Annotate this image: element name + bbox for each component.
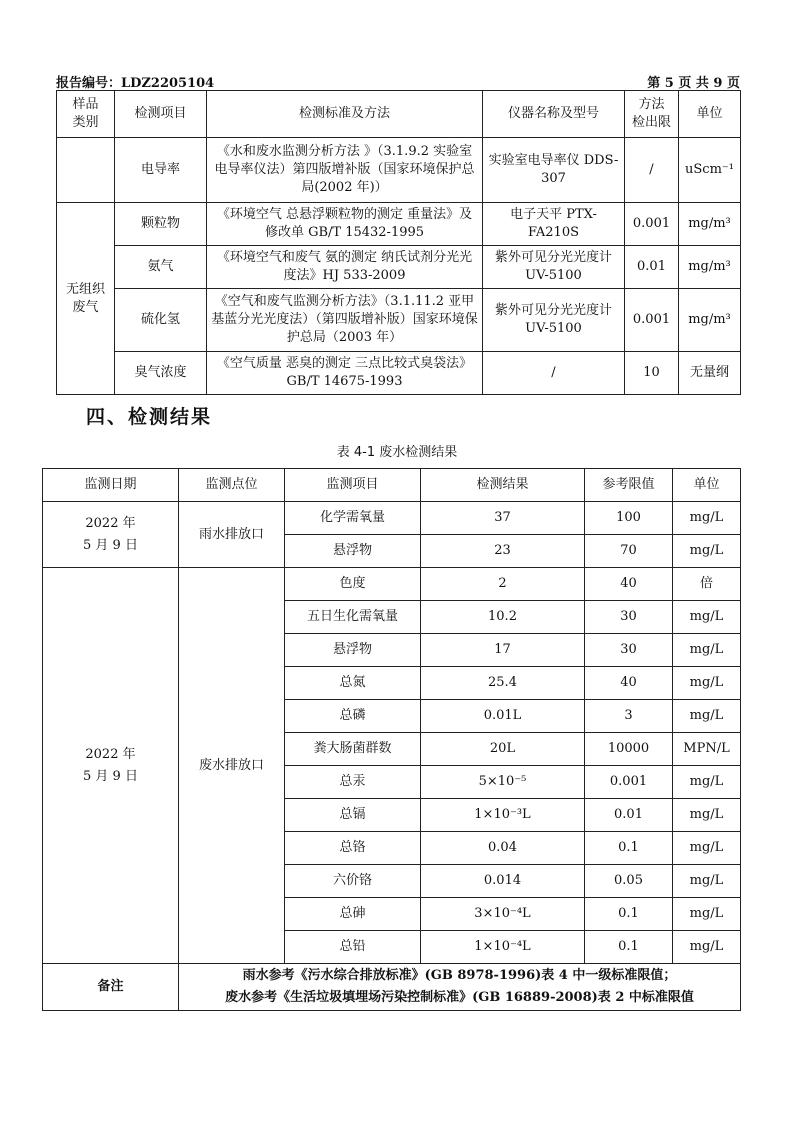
item-cell: 总氮 [285,667,421,700]
unit-cell: mg/L [673,832,741,865]
point-cell: 雨水排放口 [179,502,285,568]
section-title: 四、检测结果 [86,406,213,428]
unit-cell: 倍 [673,568,741,601]
limit-cell: 40 [585,667,673,700]
unit-cell: mg/m³ [679,203,741,246]
unit-cell: mg/L [673,898,741,931]
item-cell: 硫化氢 [115,289,207,352]
table-row [43,502,741,535]
result-cell: 3×10⁻⁴L [421,898,585,931]
result-cell: 2 [421,568,585,601]
limit-cell: 30 [585,601,673,634]
unit-cell: uScm⁻¹ [679,138,741,203]
item-cell: 颗粒物 [115,203,207,246]
item-cell: 总汞 [285,766,421,799]
limit-cell: / [625,138,679,203]
result-cell: 25.4 [421,667,585,700]
limit-cell: 0.1 [585,898,673,931]
item-cell: 臭气浓度 [115,352,207,395]
unit-cell: mg/m³ [679,246,741,289]
limit-cell: 10 [625,352,679,395]
result-cell: 1×10⁻⁴L [421,931,585,964]
unit-cell: mg/L [673,535,741,568]
unit-cell: 无量纲 [679,352,741,395]
limit-cell: 0.01 [585,799,673,832]
item-cell: 色度 [285,568,421,601]
method-cell: 《空气和废气监测分析方法》（3.1.11.2 亚甲基蓝分光光度法）（第四版增补版）国家环境保护总局（2003 年） [207,289,483,352]
methods-header-row [57,91,741,138]
note-text [179,964,741,1011]
unit-cell: mg/L [673,502,741,535]
header-item: 检测项目 [115,91,207,138]
method-cell: 《空气质量 恶臭的测定 三点比较式臭袋法》GB/T 14675-1993 [207,352,483,395]
method-cell: 《环境空气 总悬浮颗粒物的测定 重量法》及修改单 GB/T 15432-1995 [207,203,483,246]
result-cell: 0.014 [421,865,585,898]
report-number: 报告编号：LDZ2205104 [56,76,215,91]
result-cell: 20L [421,733,585,766]
limit-cell: 100 [585,502,673,535]
item-cell: 化学需氧量 [285,502,421,535]
limit-cell: 0.05 [585,865,673,898]
methods-row [57,352,741,395]
unit-cell: mg/L [673,667,741,700]
result-cell: 1×10⁻³L [421,799,585,832]
item-cell: 总铅 [285,931,421,964]
limit-cell: 0.01 [625,246,679,289]
item-cell: 总砷 [285,898,421,931]
methods-row [57,289,741,352]
header-unit: 单位 [673,469,741,502]
unit-cell: MPN/L [673,733,741,766]
header-method: 检测标准及方法 [207,91,483,138]
item-cell: 六价铬 [285,865,421,898]
limit-cell: 0.001 [625,203,679,246]
category-cell: 无组织 废气 [57,203,115,395]
header-date: 监测日期 [43,469,179,502]
limit-cell: 10000 [585,733,673,766]
results-table [42,468,741,1011]
methods-table [56,90,741,395]
result-cell: 17 [421,634,585,667]
unit-cell: mg/L [673,931,741,964]
unit-cell: mg/L [673,799,741,832]
unit-cell: mg/L [673,601,741,634]
header-category: 样品 类别 [57,91,115,138]
table-caption: 表 4-1 废水检测结果 [336,445,458,460]
instrument-cell: 紫外可见分光光度计 UV-5100 [483,289,625,352]
item-cell: 悬浮物 [285,535,421,568]
report-header [56,70,740,90]
result-cell: 23 [421,535,585,568]
result-cell: 5×10⁻⁵ [421,766,585,799]
category-cell [57,138,115,203]
item-cell: 五日生化需氧量 [285,601,421,634]
limit-cell: 70 [585,535,673,568]
instrument-cell: 紫外可见分光光度计 UV-5100 [483,246,625,289]
page-number: 第 5 页 共 9 页 [647,76,740,91]
header-unit: 单位 [679,91,741,138]
note-row [43,964,741,1011]
method-cell: 《水和废水监测分析方法 》（3.1.9.2 实验室电导率仪法）第四版增补版（国家环境保护总局(2002 年)） [207,138,483,203]
instrument-cell: / [483,352,625,395]
unit-cell: mg/L [673,865,741,898]
unit-cell: mg/m³ [679,289,741,352]
methods-row [57,138,741,203]
header-instrument: 仪器名称及型号 [483,91,625,138]
methods-row [57,246,741,289]
item-cell: 悬浮物 [285,634,421,667]
result-cell: 0.01L [421,700,585,733]
unit-cell: mg/L [673,634,741,667]
note-line: 雨水参考《污水综合排放标准》(GB 8978-1996)表 4 中一级标准限值； [242,968,677,983]
item-cell: 粪大肠菌群数 [285,733,421,766]
item-cell: 总镉 [285,799,421,832]
point-cell: 废水排放口 [179,568,285,964]
limit-cell: 0.001 [585,766,673,799]
header-result: 检测结果 [421,469,585,502]
limit-cell: 0.1 [585,832,673,865]
method-cell: 《环境空气和废气 氨的测定 纳氏试剂分光光度法》HJ 533-2009 [207,246,483,289]
limit-cell: 30 [585,634,673,667]
item-cell: 电导率 [115,138,207,203]
limit-cell: 0.1 [585,931,673,964]
date-cell: 2022 年 5 月 9 日 [43,502,179,568]
methods-row [57,203,741,246]
unit-cell: mg/L [673,700,741,733]
header-limit: 参考限值 [585,469,673,502]
unit-cell: mg/L [673,766,741,799]
result-cell: 0.04 [421,832,585,865]
instrument-cell: 实验室电导率仪 DDS-307 [483,138,625,203]
result-cell: 10.2 [421,601,585,634]
item-cell: 氨气 [115,246,207,289]
instrument-cell: 电子天平 PTX-FA210S [483,203,625,246]
results-header-row [43,469,741,502]
table-row [43,568,741,601]
item-cell: 总磷 [285,700,421,733]
note-label: 备注 [43,964,179,1011]
date-cell: 2022 年 5 月 9 日 [43,568,179,964]
result-cell: 37 [421,502,585,535]
header-item: 监测项目 [285,469,421,502]
header-limit: 方法 检出限 [625,91,679,138]
note-line: 废水参考《生活垃圾填埋场污染控制标准》(GB 16889-2008)表 2 中标准限值 [225,990,694,1005]
limit-cell: 0.001 [625,289,679,352]
item-cell: 总铬 [285,832,421,865]
limit-cell: 40 [585,568,673,601]
header-point: 监测点位 [179,469,285,502]
limit-cell: 3 [585,700,673,733]
